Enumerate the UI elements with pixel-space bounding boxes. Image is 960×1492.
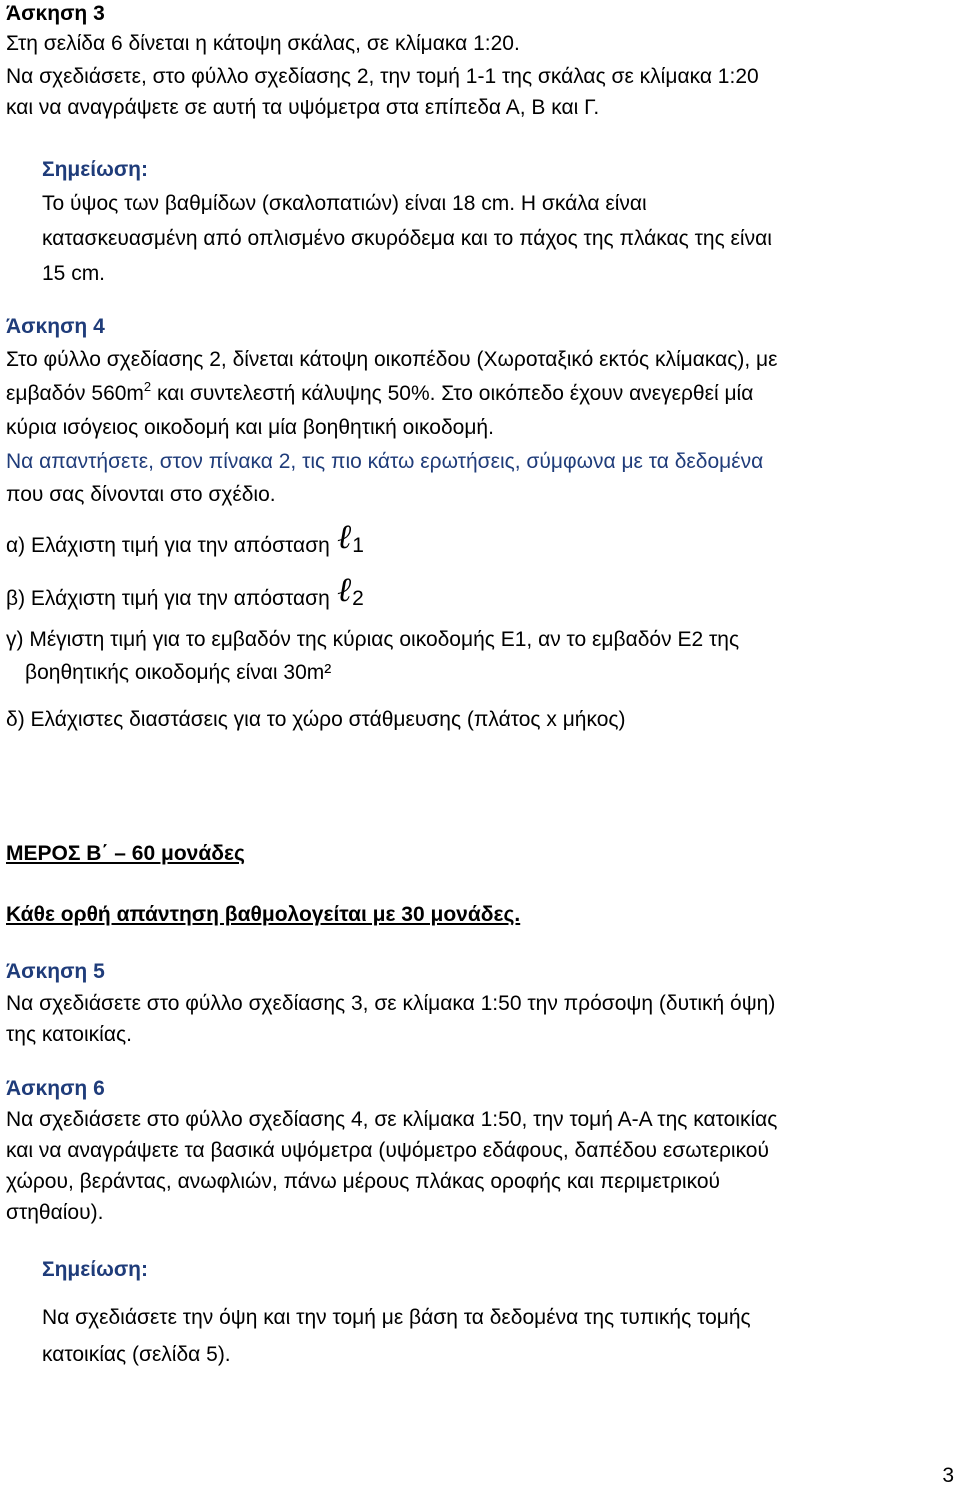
exercise-3-note-line-3: 15 cm.: [42, 262, 106, 285]
exercise-6-note-line-2: κατοικίας (σελίδα 5).: [42, 1343, 231, 1366]
question-b: [6, 570, 364, 613]
exercise-3-line-2: Να σχεδιάσετε, στο φύλλο σχεδίασης 2, την τομή 1-1 της σκάλας σε κλίμακα 1:20: [6, 65, 759, 88]
exercise-6-line-4: στηθαίου).: [6, 1201, 104, 1224]
exercise-4-line-4: Να απαντήσετε, στον πίνακα 2, τις πιο κάτω ερωτήσεις, σύμφωνα με τα δεδομένα: [6, 450, 764, 473]
part-b-title: ΜΕΡΟΣ Β΄ – 60 μονάδες: [6, 842, 245, 865]
exercise-6-note-label: Σημείωση:: [42, 1258, 149, 1281]
exercise-6-note-line-1: Να σχεδιάσετε την όψη και την τομή με βάση τα δεδομένα της τυπικής τομής: [42, 1306, 751, 1329]
question-c-line-1: γ) Μέγιστη τιμή για το εμβαδόν της κύριας οικοδομής Ε1, αν το εμβαδόν Ε2 της: [6, 628, 740, 651]
part-b-subtitle: Κάθε ορθή απάντηση βαθμολογείται με 30 μονάδες.: [6, 903, 521, 926]
question-b-text: β) Ελάχιστη τιμή για την απόσταση: [6, 587, 336, 610]
exercise-3-line-1: Στη σελίδα 6 δίνεται η κάτοψη σκάλας, σε κλίμακα 1:20.: [6, 32, 520, 55]
exercise-3-note-label: Σημείωση:: [42, 158, 149, 181]
distance-l1-symbol: ℓ: [337, 517, 353, 557]
area-exponent: 2: [143, 379, 152, 394]
exercise-3-line-3: και να αναγράψετε σε αυτή τα υψόμετρα στα επίπεδα Α, Β και Γ.: [6, 96, 600, 119]
exercise-4-line-3: κύρια ισόγειος οικοδομή και μία βοηθητική οικοδομή.: [6, 416, 494, 439]
distance-l2-symbol: ℓ: [337, 570, 353, 610]
question-d: δ) Ελάχιστες διαστάσεις για το χώρο στάθμευσης (πλάτος x μήκος): [6, 708, 626, 731]
exercise-5-title: Άσκηση 5: [6, 960, 105, 983]
exercise-4-title: Άσκηση 4: [6, 315, 105, 338]
exercise-4-line-1: Στο φύλλο σχεδίασης 2, δίνεται κάτοψη οικοπέδου (Χωροταξικό εκτός κλίμακας), με: [6, 348, 778, 371]
exercise-5-line-1: Να σχεδιάσετε στο φύλλο σχεδίασης 3, σε κλίμακα 1:50 την πρόσοψη (δυτική όψη): [6, 992, 776, 1015]
distance-l2-subscript: 2: [352, 587, 364, 610]
exercise-4-line-2: [6, 380, 753, 408]
page-number: 3: [942, 1464, 954, 1487]
exercise-6-line-3: χώρου, βεράντας, ανωφλιών, πάνω μέρους πλάκας οροφής και περιμετρικού: [6, 1170, 720, 1193]
coverage-text: και συντελεστή κάλυψης 50%. Στο οικόπεδο έχουν ανεγερθεί μία: [151, 382, 754, 405]
exercise-3-note-line-2: κατασκευασμένη από οπλισμένο σκυρόδεμα και το πάχος της πλάκας της είναι: [42, 227, 772, 250]
exercise-3-note-line-1: Το ύψος των βαθμίδων (σκαλοπατιών) είναι 18 cm. Η σκάλα είναι: [42, 192, 647, 215]
exercise-4-line-5: που σας δίνονται στο σχέδιο.: [6, 483, 276, 506]
question-c-line-2: βοηθητικής οικοδομής είναι 30m²: [25, 661, 332, 684]
distance-l1-subscript: 1: [352, 534, 364, 557]
exercise-6-line-2: και να αναγράψετε τα βασικά υψόμετρα (υψόμετρο εδάφους, δαπέδου εσωτερικού: [6, 1139, 769, 1162]
exercise-5-line-2: της κατοικίας.: [6, 1023, 132, 1046]
exercise-6-line-1: Να σχεδιάσετε στο φύλλο σχεδίασης 4, σε κλίμακα 1:50, την τομή Α-Α της κατοικίας: [6, 1108, 778, 1131]
exercise-6-title: Άσκηση 6: [6, 1077, 105, 1100]
exercise-3-title: Άσκηση 3: [6, 2, 105, 25]
question-a-text: α) Ελάχιστη τιμή για την απόσταση: [6, 534, 336, 557]
area-text: εμβαδόν 560m: [6, 382, 144, 405]
question-a: [6, 517, 364, 560]
